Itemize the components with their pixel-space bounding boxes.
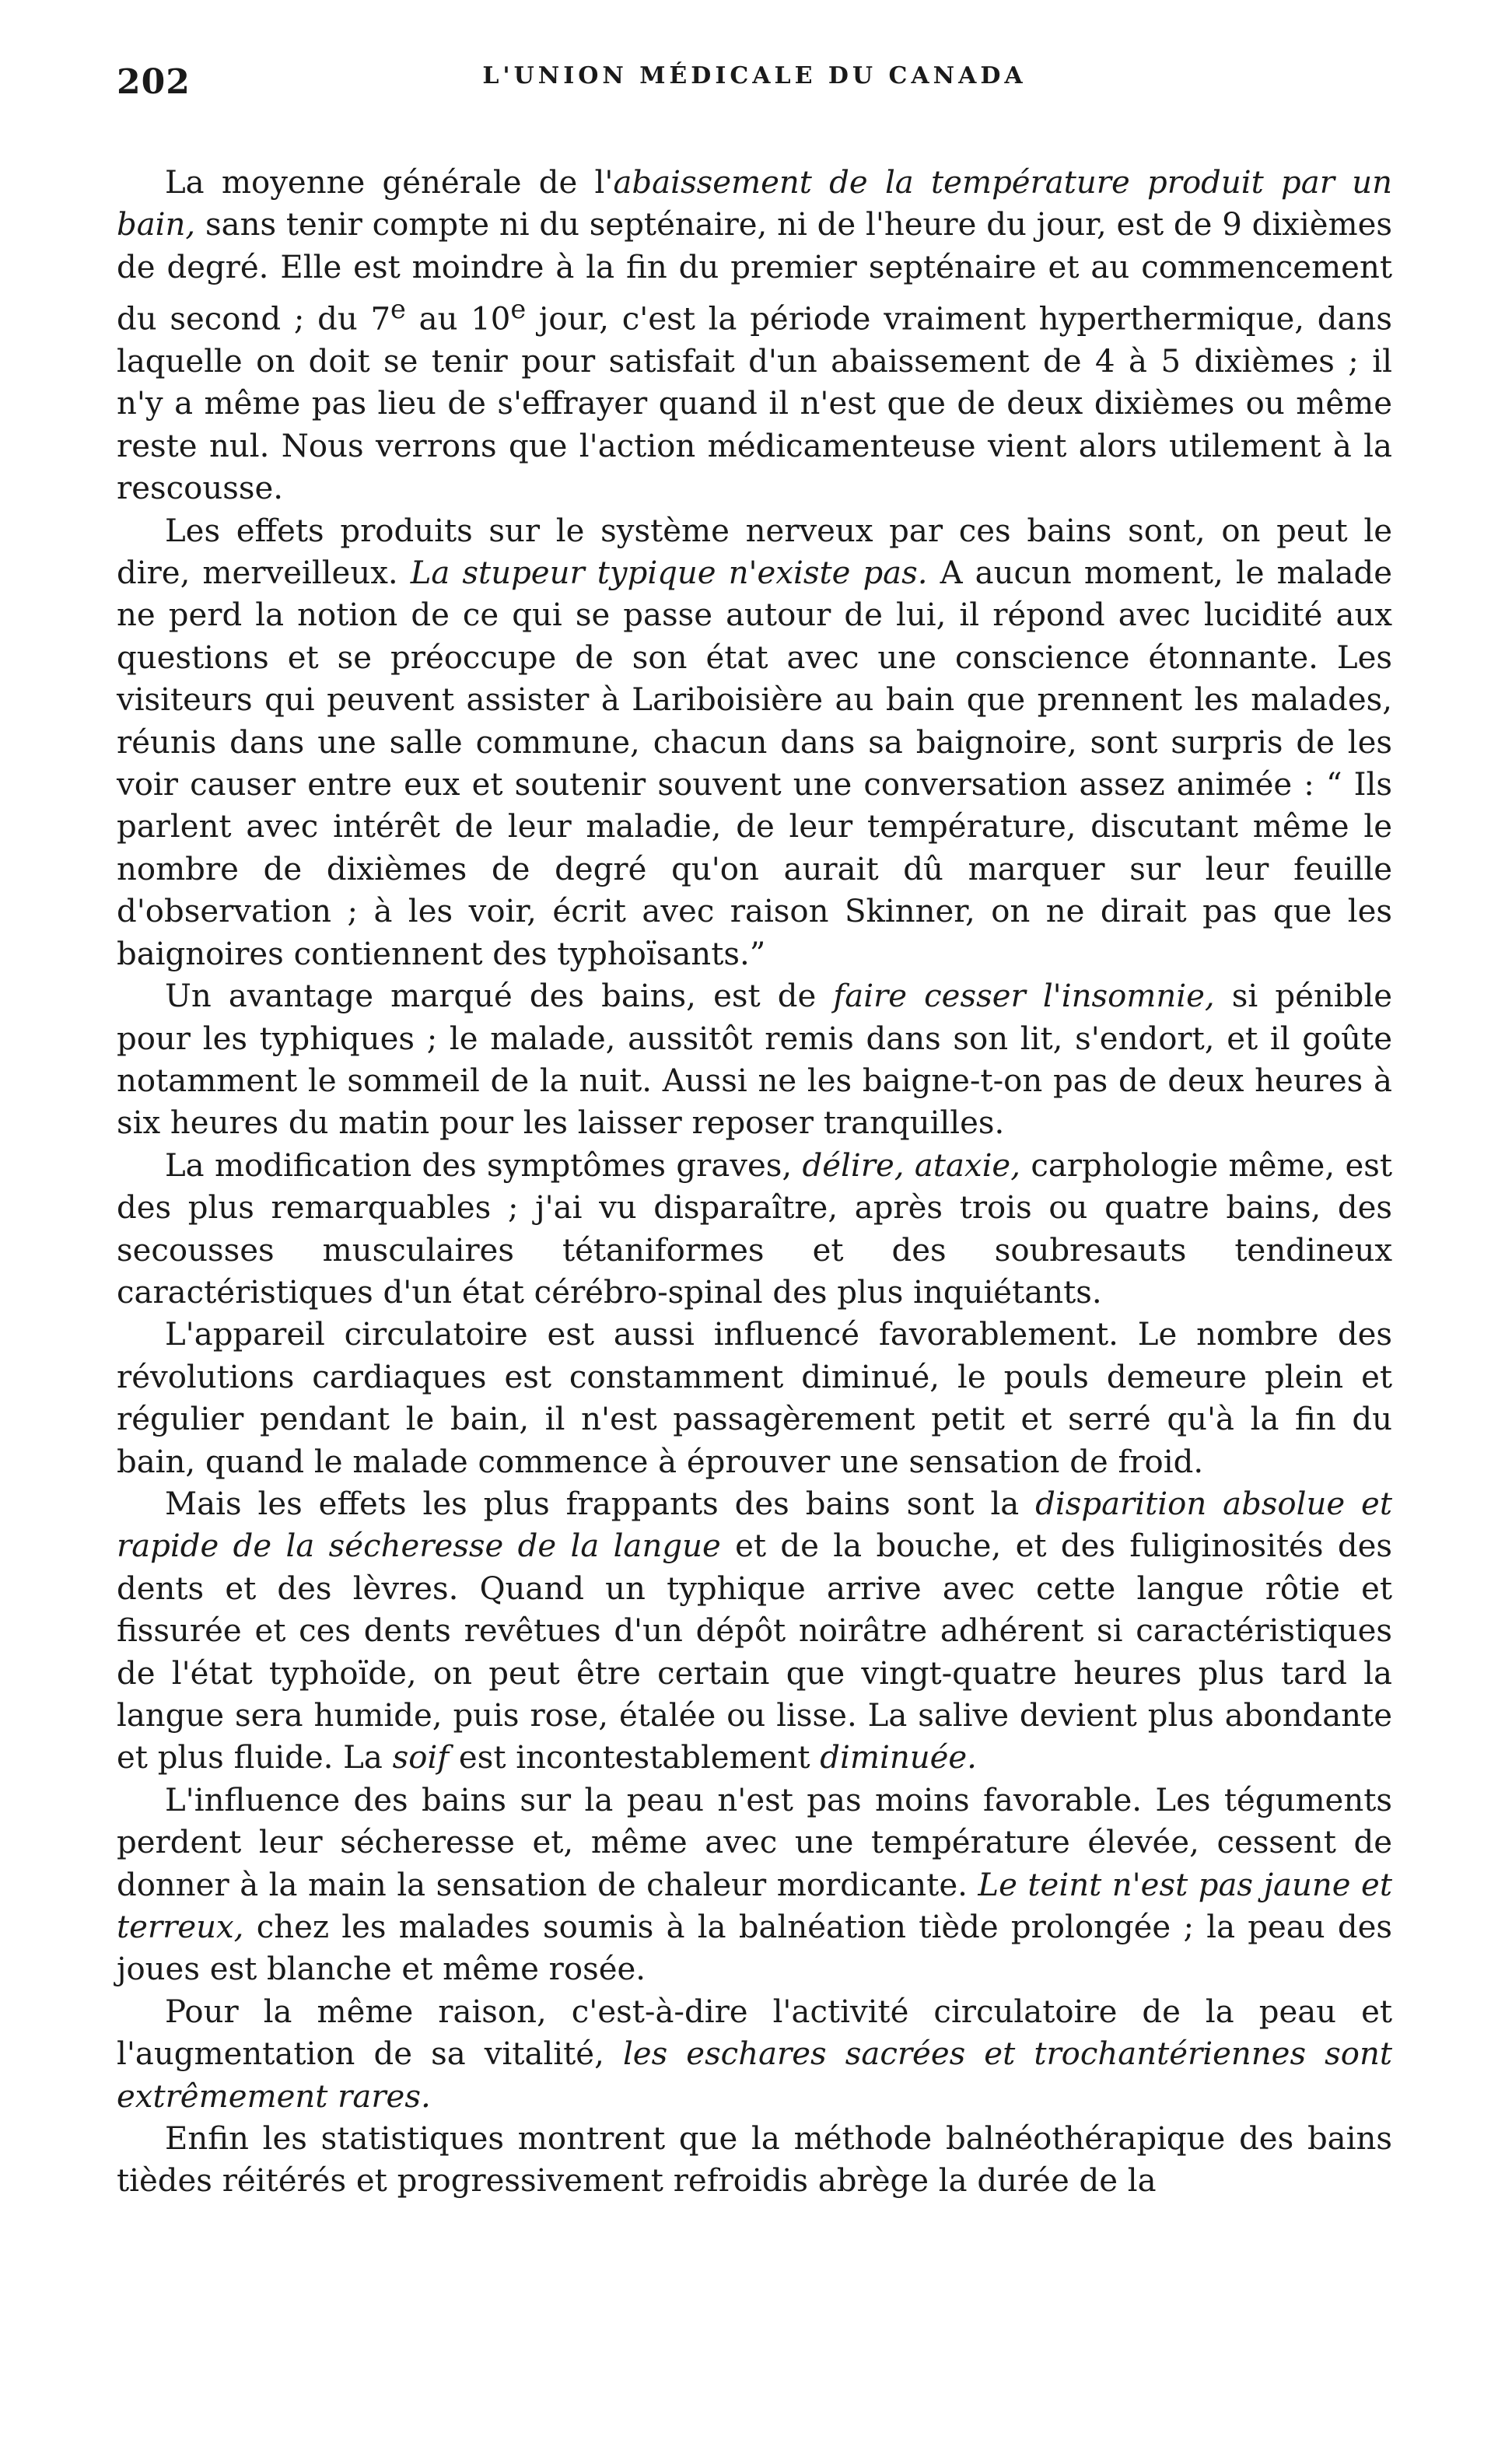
paragraph bbox=[117, 1483, 1392, 1780]
text-run: A aucun moment, le malade ne perd la notion de ce qui se passe autour de lui, il répond avec lucidité aux questions et se préoccupe de son état avec une conscience étonnante. Les visiteurs qui peuvent assister à Lariboisière au bain que prennent les malades, réunis dans une salle commune, chacun dans sa baignoire, sont surpris de les voir causer entre eux et soutenir souvent une conversation assez animée : “ Ils parlent avec intérêt de leur maladie, de leur température, discutant même le nombre de dixièmes de degré qu'on aurait dû marquer sur leur feuille d'observation ; à les voir, écrit avec raison Skinner, on ne dirait pas que les baignoires contiennent des typhoïsants.” bbox=[117, 555, 1392, 972]
document-page bbox=[117, 62, 1392, 2203]
text-run: et de la bouche, et des fuliginosités des dents et des lèvres. Quand un typhique arrive avec cette langue rôtie et fissurée et ces dents revêtues d'un dépôt noirâtre adhérent si caractéristiques de l'état typhoïde, on peut être certain que vingt-quatre heures plus tard la langue sera humide, puis rose, étalée ou lisse. La salive devient plus abondante et plus fluide. La bbox=[117, 1528, 1393, 1776]
italic-text: faire cesser l'insomnie, bbox=[833, 978, 1215, 1015]
italic-text: soif bbox=[392, 1740, 450, 1776]
paragraph bbox=[117, 1145, 1392, 1314]
text-run: Enfin les statistiques montrent que la méthode balnéothérapique des bains tièdes réitérés et progressivement refroidis abrège la durée de la bbox=[117, 2121, 1392, 2200]
text-run: sans tenir compte ni du septénaire, ni de l'heure du jour, est de 9 dixièmes de degré. Elle est moindre à la fin du premier septénaire et au commencement du second ; du 7 bbox=[117, 207, 1392, 338]
text-run: Pour la même raison, c'est-à-dire l'activité circulatoire de la peau et l'augmentation de sa vitalité, bbox=[117, 1993, 1392, 2073]
paragraph bbox=[117, 975, 1392, 1145]
paragraph bbox=[117, 1991, 1392, 2118]
italic-text: disparition absolue et rapide de la sécheresse de la langue bbox=[117, 1486, 1392, 1565]
running-head bbox=[117, 62, 1392, 117]
text-run: carphologie même, est des plus remarquables ; j'ai vu disparaître, après trois ou quatre bains, des secousses musculaires tétaniformes et des soubresauts tendineux caractéristiques d'un état cérébro-spinal des plus inquiétants. bbox=[117, 1147, 1393, 1311]
text-run: au 10 bbox=[405, 301, 511, 338]
text-run: La moyenne générale de l' bbox=[165, 165, 614, 201]
text-run: L'influence des bains sur la peau n'est pas moins favorable. Les téguments perdent leur sécheresse et, même avec une température élevée, cessent de donner à la main la sensation de chaleur mordicante. bbox=[117, 1782, 1392, 1903]
paragraph bbox=[117, 2118, 1392, 2203]
journal-title: L'UNION MÉDICALE DU CANADA bbox=[482, 62, 1027, 89]
text-run: jour, c'est la période vraiment hyperthermique, dans laquelle on doit se tenir pour satisfait d'un abaissement de 4 à 5 dixièmes ; il n'y a même pas lieu de s'effrayer quand il n'est que de deux dixièmes ou même reste nul. Nous verrons que l'action médicamenteuse vient alors utilement à la rescousse. bbox=[117, 301, 1393, 507]
article-body bbox=[117, 162, 1392, 2203]
text-run: est incontestablement bbox=[449, 1740, 821, 1776]
paragraph bbox=[117, 510, 1392, 975]
paragraph bbox=[117, 1780, 1392, 1991]
paragraph bbox=[117, 162, 1392, 510]
text-run: chez les malades soumis à la balnéation tiède prolongée ; la peau des joues est blanche et même rosée. bbox=[117, 1909, 1392, 1988]
italic-text: abaissement de la température produit par un bain, bbox=[117, 165, 1392, 243]
superscript: e bbox=[510, 294, 527, 325]
italic-text: La stupeur typique n'existe pas. bbox=[410, 555, 928, 592]
text-run: Les effets produits sur le système nerveux par ces bains sont, on peut le dire, merveilleux. bbox=[117, 513, 1392, 592]
paragraph bbox=[117, 1314, 1392, 1483]
italic-text: diminuée. bbox=[820, 1740, 977, 1776]
superscript: e bbox=[390, 294, 406, 325]
italic-text: délire, ataxie, bbox=[802, 1147, 1020, 1184]
text-run: L'appareil circulatoire est aussi influencé favorablement. Le nombre des révolutions cardiaques est constamment diminué, le pouls demeure plein et régulier pendant le bain, il n'est passagèrement petit et serré qu'à la fin du bain, quand le malade commence à éprouver une sensation de froid. bbox=[117, 1317, 1392, 1480]
page-number: 202 bbox=[117, 62, 191, 102]
text-run: si pénible pour les typhiques ; le malade, aussitôt remis dans son lit, s'endort, et il goûte notamment le sommeil de la nuit. Aussi ne les baigne-t-on pas de deux heures à six heures du matin pour les laisser reposer tranquilles. bbox=[117, 978, 1392, 1142]
text-run: Un avantage marqué des bains, est de bbox=[165, 978, 834, 1015]
text-run: Mais les effets les plus frappants des bains sont la bbox=[165, 1486, 1036, 1522]
text-run: La modification des symptômes graves, bbox=[165, 1147, 803, 1184]
italic-text: les eschares sacrées et trochantériennes sont extrêmement rares. bbox=[117, 2036, 1392, 2115]
italic-text: Le teint n'est pas jaune et terreux, bbox=[117, 1867, 1392, 1946]
